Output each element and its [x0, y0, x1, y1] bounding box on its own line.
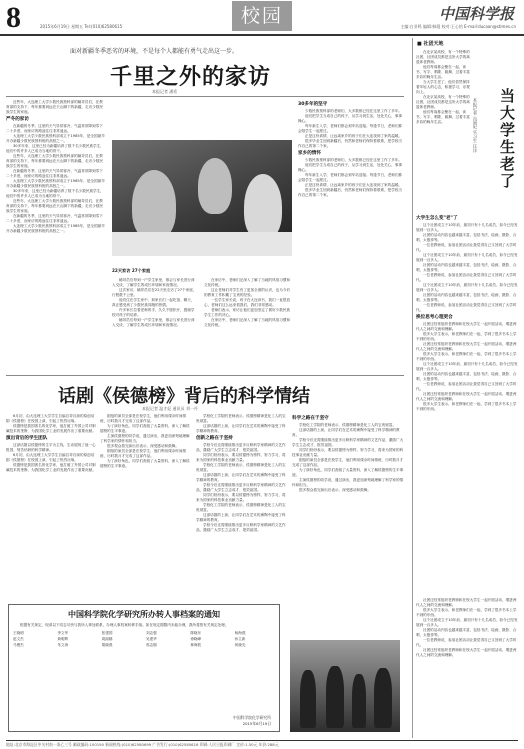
list-item: 刘志强: [145, 631, 157, 635]
paragraph: 在新疆的冬季，这里的天气异常寒冷，气温常常降到零下二十多度，而家访的路途往往非常遥远。: [6, 214, 103, 223]
subhead: 严冬的家访: [6, 117, 29, 122]
photo-caption: 22天家访 27个家庭: [112, 268, 151, 273]
subhead: 创新之路在于坚持: [196, 436, 233, 441]
paragraph: 社团还经常组织老教师和在校大学生一起开展活动，增进两代人之间的交流和理解。: [416, 322, 517, 331]
paragraph: 大连理工大学少数民族预科部成立于1985年，是全国最早开办新疆少数民族预科班的高校之一。: [6, 179, 105, 188]
article2-headline: 话剧《侯德榜》背后的科学情结: [58, 386, 310, 407]
paragraph: 学校今后还将继续推出更多反映科学家精神的文艺作品，激励广大学生立志成才、报效祖国。: [196, 483, 286, 492]
list-item: 朱文涛: [57, 643, 69, 647]
paragraph: 当大学生老了，他们依然保持着年轻人的心态，积极学习，乐观向上。: [416, 80, 470, 94]
paragraph: 正是这份真情，让远离家乡的孩子们在大连找到了家的温暖。: [305, 134, 403, 138]
side-column-1: [416, 50, 470, 210]
paragraph: 这个社团成立于10年前，最初只有十几名成员，如今已经发展到一百多人。: [416, 253, 518, 262]
side-headline: 当大学生老了: [498, 88, 516, 190]
paragraph: 这个社团成立于10年前，最初只有十几名成员，如今已经发展到一百多人。: [416, 618, 518, 627]
paragraph: 社团的活动内容也越来越丰富，包括书法、绘画、摄影、合唱、太极拳等。: [416, 372, 517, 381]
paragraph: 为了演好角色，同学们查阅了大量资料，深入了解侯德榜的生平事迹。: [100, 424, 190, 433]
paragraph: 辅导员们每到一户学生家里，都会与家长进行深入交谈，了解学生的成长环境和家庭情况。: [112, 278, 195, 287]
paragraph: 6月初，由大连理工大学学生自编自导自演的原创话剧《侯德榜》在校园上演，引起了热烈反响。: [6, 414, 95, 423]
notice-name-list: [13, 631, 275, 648]
notice-body: 根据有关规定，现请以下同志尽快与我所人事处联系，办理人事档案转移手续。如在规定期限内未能办理，我所将按有关规定处理。: [20, 623, 229, 627]
paragraph: 近些年，大连理工大学少数民族预科部的辅导员们，在教育部的支持下，每年都要到远在天山脚下的新疆，走访少数民族学生的家庭。: [6, 199, 104, 213]
paragraph: 在家访中，老师们还深入了解了当地的风俗习惯和文化传统。: [204, 318, 291, 327]
subhead: 家乡的情怀: [298, 151, 321, 156]
paragraph: 剧组的演员全部是在校学生，他们利用课余时间排练，历时数月才完成了这部作品。: [100, 449, 187, 458]
subhead: 换位思考心理更合: [416, 315, 453, 320]
paragraph: 学校化工学院的老师表示，侯德榜精神是化工人的宝贵财富。: [196, 414, 286, 423]
paragraph: 一位老教师说，参加社团活动让我觉得自己又回到了大学时代。: [416, 303, 517, 312]
paragraph: 同学们纷纷表示，要以侯德榜为榜样，努力学习，将来为国家的科技事业贡献力量。: [196, 453, 286, 462]
list-item: 吴建华: [145, 637, 157, 641]
paragraph: 老师们表示，家访让他们更加坚定了做好少数民族学生工作的决心。: [204, 308, 291, 317]
page-number: 8: [6, 1, 21, 34]
paragraph: 一位老教师说，参加社团活动让我觉得自己又回到了大学时代。: [416, 382, 517, 391]
article1-headline: 千里之外的家访: [110, 64, 272, 90]
paragraph: 一位老教师说，参加社团活动让我觉得自己又回到了大学时代。: [416, 273, 517, 282]
paragraph: 很多大学生表示，和老教师们在一起，学到了很多书本上学不到的东西。: [416, 608, 517, 617]
list-item: 杨海燕: [234, 631, 246, 635]
paragraph: 很多大学生表示，和老教师们在一起，学到了很多书本上学不到的东西。: [416, 402, 517, 411]
article2-byline: 本报记者 温才妃 通讯员 刘一丹: [142, 406, 198, 411]
paragraph: 学校今后还将继续推出更多反映科学家精神的文艺作品，激励广大学生立志成才、报效祖国。: [196, 523, 286, 532]
paragraph: 社团的活动内容也越来越丰富，包括书法、绘画、摄影、合唱、太极拳等。: [416, 293, 517, 302]
list-item: 何晓光: [234, 643, 246, 647]
paragraph: 社团的活动内容也越来越丰富，包括书法、绘画、摄影、合唱、太极拳等。: [416, 233, 517, 242]
article1-divider: [6, 96, 404, 97]
paragraph: 很多观众看完演出后表示，深受感动和鼓舞。: [107, 444, 179, 448]
notice-signature: [233, 715, 271, 727]
paragraph: 他们每周都会聚在一起，读书、写字、唱歌、跳舞，过着丰富多彩的晚年生活。: [416, 110, 470, 124]
paragraph: 一位老教师说，参加社团活动让我觉得自己又回到了大学时代。: [416, 638, 517, 647]
paragraph: 主演侯德榜的同学说，通过演出，我更加深刻地理解了科学家的情怀和担当。: [100, 434, 190, 443]
paragraph: 近些年，大连理工大学少数民族预科部的辅导员们，在教育部的支持下，每年都要到远在天山脚下的新疆，走访少数民族学生的家庭。: [6, 154, 104, 168]
paragraph: 很多大学生表示，和老教师们在一起，学到了很多书本上学不到的东西。: [416, 332, 517, 341]
page-footer: 地址:北京市海淀区中关村南一条乙三号 邮政编码:100190 新闻热线:(010)62580699 广告发行:(010)62580616 印刷:人民日报印刷厂 定价:1.50元 年价:288元: [6, 740, 518, 748]
date-line: 2015年6月19日 星期五 Tel:(010)62580615: [40, 24, 123, 29]
subhead: 科学之路在于坚守: [292, 416, 329, 421]
article1-lead: 面对新疆冬季恶劣的环境，不是每个人都能有勇气走出这一步。: [70, 48, 239, 55]
paragraph: 很多毕业生回到新疆后，仍然和老师们保持着联系，把学校当作自己的第二个家。: [298, 139, 403, 148]
photo-figure: [326, 666, 344, 728]
paragraph: 这部话剧的上演，让同学们在艺术的熏陶中接受了科学精神的教育。: [196, 473, 286, 482]
notice-box: [8, 604, 280, 732]
paragraph: 他们把学生当成自己的孩子，从学习到生活，处处关心，事事操心。: [298, 163, 403, 172]
paragraph: 大连理工大学少数民族预科部成立于1985年，是全国最早开办新疆少数民族预科班的高校之一。: [6, 134, 105, 143]
paragraph: 在家访中，老师们还深入了解了当地的风俗习惯和文化传统。: [204, 278, 291, 287]
paragraph: 每年新生入学，老师们都会到车站迎接；每逢节日，老师们都会陪学生一起度过。: [298, 173, 403, 182]
notice-title: 中国科学院化学研究所办转人事档案的通知: [68, 610, 220, 619]
paragraph: 社团还经常组织老教师和在校大学生一起开展活动，增进两代人之间的交流和理解。: [416, 342, 517, 351]
side-column-2: [416, 214, 520, 594]
paragraph: 30多年来，这里已经为新疆培养了数千名少数民族学生，他们中的许多人已成为当地的骨干。: [6, 144, 104, 153]
notice-signature-org: 中国科学院化学研究所: [233, 715, 271, 720]
paragraph: 剧组的演员全部是在校学生，他们利用课余时间排练，历时数月才完成了这部作品。: [100, 414, 187, 423]
section-label: 校园: [232, 1, 292, 31]
list-item: 赵文杰: [13, 637, 24, 641]
editor-credits: 主编:白亚鸣 编辑:韩琨 校对:王心怡 E-mail:ducaan@stimes.cn: [400, 24, 516, 29]
paragraph: 学校今后还将继续推出更多反映科学家精神的文艺作品，激励广大学生立志成才、报效祖国。: [196, 443, 286, 452]
newspaper-masthead: 中国科学报: [438, 5, 514, 23]
side-section-tag: ■ 社团天地: [417, 41, 444, 47]
article1-column-2: [112, 278, 198, 372]
paragraph: 这让老师们对学生有了更加全面的认识，也为今后的教育工作积累了宝贵的经验。: [204, 288, 291, 297]
paragraph: 30多年来，这里已经为新疆培养了数千名少数民族学生，他们中的许多人已成为当地的骨干。: [6, 189, 104, 198]
paragraph: 社团还经常组织老教师和在校大学生一起开展活动，增进两代人之间的交流和理解。: [416, 392, 517, 401]
paragraph: 这个社团成立于10年前，最初只有十几名成员，如今已经发展到一百多人。: [416, 283, 518, 292]
paragraph: 这部话剧以侯德榜的生平为主线，生动展现了他一心报国、刻苦钻研的科学精神。: [6, 443, 96, 452]
list-item: 周丽娜: [101, 637, 113, 641]
subhead: 演出背后的学生团队: [6, 436, 48, 441]
paragraph: 这部话剧的上演，让同学们在艺术的熏陶中接受了科学精神的教育。: [292, 428, 400, 437]
header-rule: [0, 34, 524, 36]
paragraph: 少数民族预科部的老师们，大多数都已经在这里工作了多年。: [305, 158, 403, 162]
paragraph: 剧组的演员全部是在校学生，他们利用课余时间排练，历时数月才完成了这部作品。: [292, 458, 404, 467]
paragraph: 侯德榜是我国著名的化学家，他打破了外国公司对制碱技术的垄断，为我国化学工业的发展作出了重要贡献。: [6, 463, 96, 472]
paragraph: 同学们纷纷表示，要以侯德榜为榜样，努力学习，将来为国家的科技事业贡献力量。: [292, 448, 404, 457]
article1-column-1: [6, 100, 106, 372]
photo-table: [112, 232, 292, 256]
paragraph: 大连理工大学少数民族预科部成立于1985年，是全国最早开办新疆少数民族预科班的高校之一。: [6, 224, 105, 233]
list-item: 王晓明: [13, 631, 24, 635]
photo-figure: [300, 670, 316, 728]
photo-figure: [198, 158, 232, 214]
paragraph: 学校今后还将继续推出更多反映科学家精神的文艺作品，激励广大学生立志成才、报效祖国。: [292, 438, 404, 447]
side-byline: 本报记者 冯丽妃 实习生 汪洋: [473, 98, 478, 153]
paragraph: 在新疆的冬季，这里的天气异常寒冷，气温常常降到零下二十多度，而家访的路途往往非常遥远。: [6, 169, 103, 178]
list-item: 张建国: [101, 631, 113, 635]
photo-figure: [244, 174, 282, 240]
paragraph: 这部话剧的上演，让同学们在艺术的熏陶中接受了科学精神的教育。: [196, 513, 286, 522]
paragraph: 在新疆的冬季，这里的天气异常寒冷，气温常常降到零下二十多度，而家访的路途往往非常遥远。: [6, 124, 103, 133]
paragraph: 6月初，由大连理工大学学生自编自导自演的原创话剧《侯德榜》在校园上演，引起了热烈反响。: [6, 453, 95, 462]
subhead: 大学生怎么变"老"了: [416, 216, 458, 221]
list-item: 李文华: [57, 631, 69, 635]
paragraph: 为了演好角色，同学们查阅了大量资料，深入了解侯德榜的生平事迹。: [292, 468, 404, 477]
article2-divider: [6, 375, 404, 376]
list-item: 黄明辉: [57, 637, 69, 641]
paragraph: 很多毕业生回到新疆后，仍然和老师们保持着联系，把学校当作自己的第二个家。: [298, 188, 403, 197]
list-item: 徐晓峰: [190, 637, 202, 641]
family-visit-photo: [112, 140, 292, 256]
paragraph: 在北京某高校，有一个特殊的社团，社团成员都是这所大学的离退休老教师。: [416, 50, 470, 64]
drama-performance-photo: [290, 640, 400, 732]
paragraph: 侯德榜是我国著名的化学家，他打破了外国公司对制碱技术的垄断，为我国化学工业的发展作出了重要贡献。: [6, 424, 96, 433]
paragraph: 他们住在学生家中，和家长们一起吃饭、聊天，真正感受到了少数民族同胞的热情。: [112, 298, 195, 307]
paragraph: 很多大学生表示，和老教师们在一起，学到了很多书本上学不到的东西。: [416, 352, 517, 361]
subhead: 30多年的坚守: [298, 102, 328, 107]
paragraph: 在北京某高校，有一个特殊的社团，社团成员都是这所大学的离退休老教师。: [416, 95, 470, 109]
photo-figure: [132, 170, 176, 240]
list-item: 林海波: [190, 643, 202, 647]
paragraph: 一位老教师说，参加社团活动让我觉得自己又回到了大学时代。: [416, 243, 517, 252]
paragraph: 这次家访，辅导员们在22天里走访了27个家庭，行程数千公里。: [112, 288, 197, 297]
paragraph: 许多家长拉着老师的手，久久不愿松开，感谢学校对孩子的培养。: [112, 308, 195, 317]
list-item: 孙立新: [234, 637, 246, 641]
paragraph: 社团的活动内容也越来越丰富，包括书法、绘画、摄影、合唱、太极拳等。: [416, 263, 517, 272]
list-item: 陈晓东: [190, 631, 202, 635]
paragraph: 社团的活动内容也越来越丰富，包括书法、绘画、摄影、合唱、太极拳等。: [416, 628, 517, 637]
notice-signature-date: 2015年6月19日: [242, 721, 271, 726]
paragraph: 为了演好角色，同学们查阅了大量资料，深入了解侯德榜的生平事迹。: [100, 459, 190, 468]
list-item: 郭志刚: [145, 643, 157, 647]
paragraph: 这部话剧的上演，让同学们在艺术的熏陶中接受了科学精神的教育。: [196, 424, 286, 433]
article1-column-4: [298, 100, 404, 372]
paragraph: 这个社团成立于10年前，最初只有十几名成员，如今已经发展到一百多人。: [416, 362, 518, 371]
paragraph: 辅导员们每到一户学生家里，都会与家长进行深入交谈，了解学生的成长环境和家庭情况。: [112, 318, 195, 327]
paragraph: 社团还经常组织老教师和在校大学生一起开展活动，增进两代人之间的交流和理解。: [416, 648, 517, 657]
list-item: 马俊杰: [13, 643, 24, 647]
paragraph: 这个社团成立于10年前，最初只有十几名成员，如今已经发展到一百多人。: [416, 223, 518, 232]
photo-figure: [352, 674, 366, 728]
paragraph: 主演侯德榜的同学说，通过演出，我更加深刻地理解了科学家的情怀和担当。: [292, 478, 404, 487]
paragraph: 学校化工学院的老师表示，侯德榜精神是化工人的宝贵财富。: [299, 423, 397, 427]
paragraph: 社团还经常组织老教师和在校大学生一起开展活动，增进两代人之间的交流和理解。: [416, 598, 517, 607]
list-item: 胡晓燕: [101, 643, 113, 647]
paragraph: 很多观众看完演出后表示，深受感动和鼓舞。: [299, 488, 371, 492]
paragraph: 他们把学生当成自己的孩子，从学习到生活，处处关心，事事操心。: [298, 114, 403, 123]
photo-figure: [374, 668, 392, 728]
article1-column-3: [204, 278, 292, 372]
paragraph: 近些年，大连理工大学少数民族预科部的辅导员们，在教育部的支持下，每年都要到远在天山脚下的新疆，走访少数民族学生的家庭。: [6, 100, 104, 114]
paragraph: 一位学生家长说，孩子在大连读书，我们一直很放心，老师们这么远来看我们，我们非常感动。: [204, 298, 291, 307]
paragraph: 少数民族预科部的老师们，大多数都已经在这里工作了多年。: [305, 109, 403, 113]
paragraph: 学校化工学院的老师表示，侯德榜精神是化工人的宝贵财富。: [196, 503, 286, 512]
paragraph: 学校化工学院的老师表示，侯德榜精神是化工人的宝贵财富。: [196, 463, 286, 472]
article2-column-2: [100, 414, 192, 600]
paragraph: 每年新生入学，老师们都会到车站迎接；每逢节日，老师们都会陪学生一起度过。: [298, 124, 403, 133]
paragraph: 正是这份真情，让远离家乡的孩子们在大连找到了家的温暖。: [305, 183, 403, 187]
side-column-3: [416, 598, 520, 734]
paragraph: 同学们纷纷表示，要以侯德榜为榜样，努力学习，将来为国家的科技事业贡献力量。: [196, 493, 286, 502]
article1-byline: 本报记者 潘希: [152, 89, 178, 94]
article2-column-1: [6, 414, 96, 600]
article2-column-4: [292, 414, 404, 636]
paragraph: 他们每周都会聚在一起，读书、写字、唱歌、跳舞，过着丰富多彩的晚年生活。: [416, 65, 470, 79]
